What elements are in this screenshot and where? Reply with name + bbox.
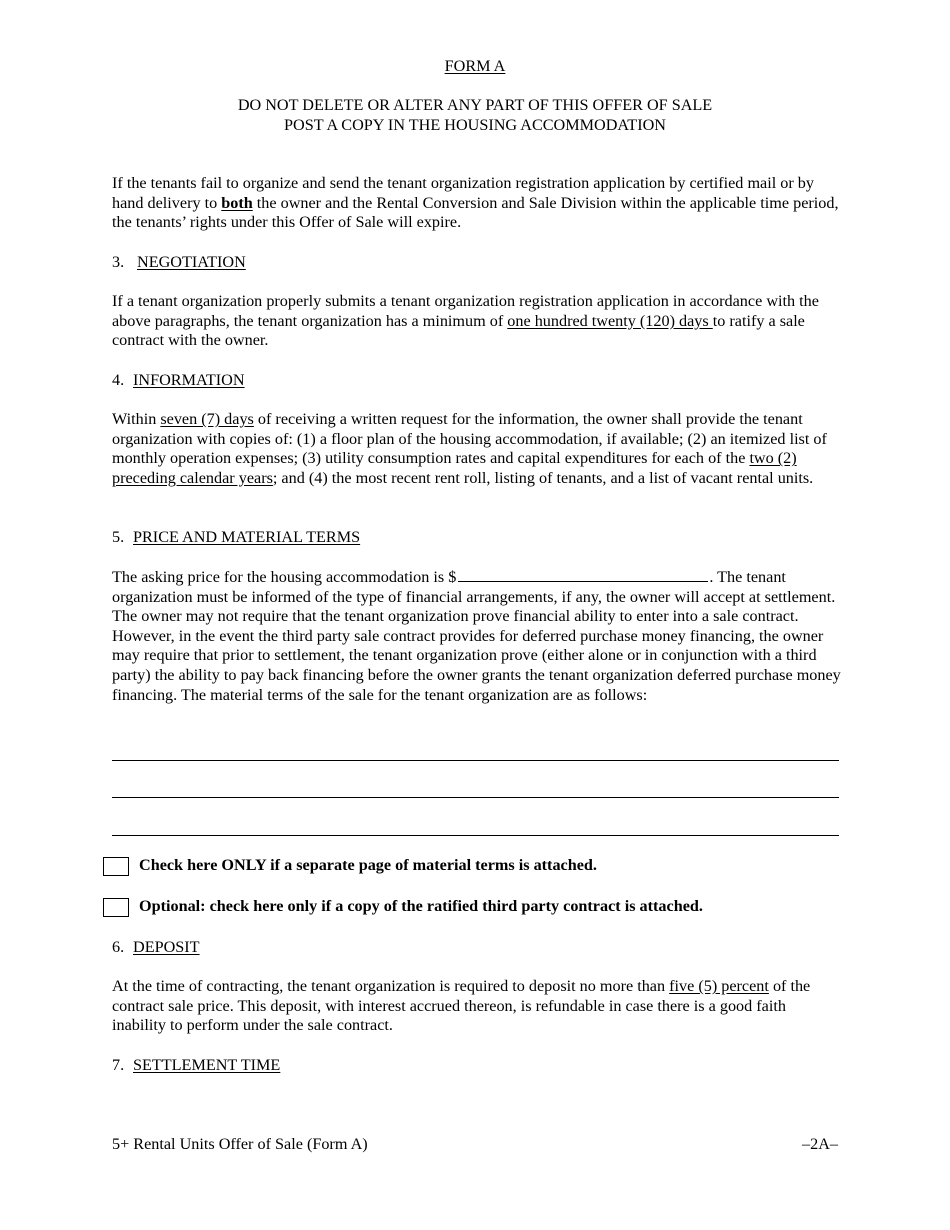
- section-4-heading: 4. INFORMATION: [112, 371, 245, 389]
- section-7-heading: 7. SETTLEMENT TIME: [112, 1056, 281, 1074]
- form-title: FORM A: [444, 57, 506, 75]
- asking-price-blank[interactable]: [458, 567, 708, 582]
- third-party-contract-checkbox-row: Optional: check here only if a copy of the ratified third party contract is attached.: [103, 896, 703, 918]
- material-terms-line-3[interactable]: [112, 835, 839, 836]
- notice-line-1: DO NOT DELETE OR ALTER ANY PART OF THIS OFFER OF SALE: [237, 96, 713, 114]
- section-5-heading: 5. PRICE AND MATERIAL TERMS: [112, 528, 361, 546]
- section-4-text: Within seven (7) days of receiving a written request for the information, the owner shall provide the tenant organization with copies of: (1) a floor plan of the housing accommodation, if available; (2) an itemized list of monthly operation expenses; (3) utility consumption rates and capital expenditures for each of the two (2) preceding calendar years; and (4) the most recent rent roll, listing of tenants, and a list of vacant rental units.: [112, 410, 827, 487]
- section-6-heading: 6. DEPOSIT: [112, 938, 200, 956]
- footer-page-number: –2A–: [802, 1135, 838, 1153]
- material-terms-line-1[interactable]: [112, 760, 839, 761]
- separate-terms-checkbox-row: Check here ONLY if a separate page of material terms is attached.: [103, 855, 597, 877]
- third-party-contract-checkbox[interactable]: [103, 898, 129, 917]
- intro-paragraph: If the tenants fail to organize and send the tenant organization registration application by certified mail or by hand delivery to both the owner and the Rental Conversion and Sale Division within the applicable time period, the tenants’ rights under this Offer of Sale will expire.: [112, 174, 839, 232]
- section-3-heading: 3. NEGOTIATION: [112, 253, 246, 271]
- material-terms-line-2[interactable]: [112, 797, 839, 798]
- section-6-text: At the time of contracting, the tenant organization is required to deposit no more than five (5) percent of the contract sale price. This deposit, with interest accrued thereon, is refundable in case there is a good faith inability to perform under the sale contract.: [112, 977, 811, 1035]
- section-3-text: If a tenant organization properly submits a tenant organization registration application in accordance with the above paragraphs, the tenant organization has a minimum of one hundred twenty (120) days to ratify a sale contract with the owner.: [112, 292, 819, 350]
- footer-form-name: 5+ Rental Units Offer of Sale (Form A): [112, 1135, 368, 1153]
- section-5-text: The asking price for the housing accommodation is $ . The tenant organization must be informed of the type of financial arrangements, if any, the owner will accept at settlement. The owner may not require that the tenant organization prove financial ability to enter into a sale contract. However, in the event the third party sale contract provides for deferred purchase money financing, the owner may require that prior to settlement, the tenant organization prove (either alone or in conjunction with a third party) the ability to pay back financing before the owner grants the tenant organization deferred purchase money financing. The material terms of the sale for the tenant organization are as follows:: [112, 568, 841, 704]
- notice-line-2: POST A COPY IN THE HOUSING ACCOMMODATION: [284, 116, 666, 134]
- separate-terms-checkbox[interactable]: [103, 857, 129, 876]
